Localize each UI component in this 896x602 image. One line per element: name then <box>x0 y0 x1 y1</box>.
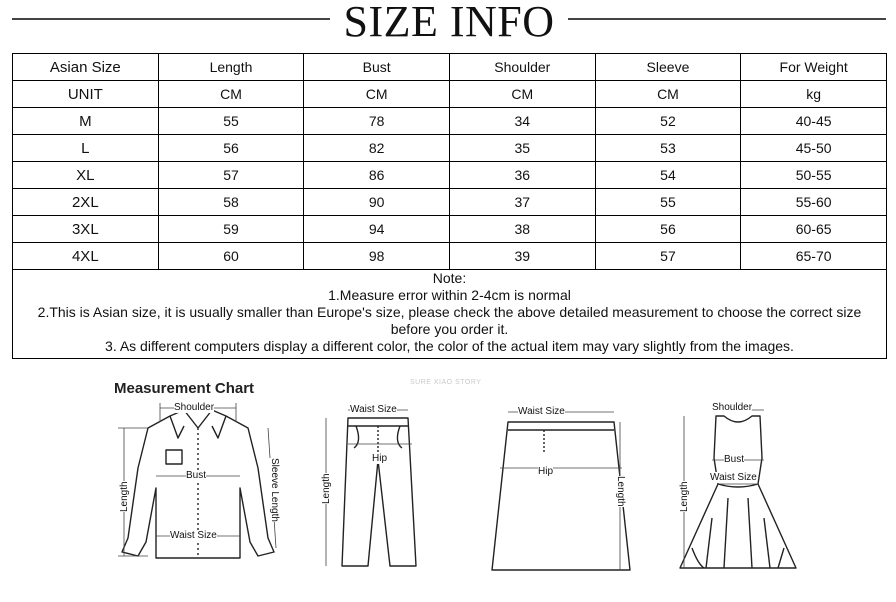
table-cell: 86 <box>304 162 450 189</box>
table-cell: XL <box>13 162 159 189</box>
shirt-drawing <box>108 398 288 588</box>
table-cell: Length <box>158 54 304 81</box>
table-cell: 40-45 <box>741 108 887 135</box>
table-cell: 60 <box>158 243 304 270</box>
table-cell: 36 <box>449 162 595 189</box>
table-row <box>13 216 887 243</box>
note-line-1: 1.Measure error within 2-4cm is normal <box>328 287 571 303</box>
table-cell: 45-50 <box>741 135 887 162</box>
title-rule-left <box>12 18 330 20</box>
table-cell: 90 <box>304 189 450 216</box>
table-cell: 53 <box>595 135 741 162</box>
table-cell: 55 <box>595 189 741 216</box>
table-cell: 57 <box>158 162 304 189</box>
shirt-bust-label: Bust <box>186 470 207 481</box>
table-cell: 34 <box>449 108 595 135</box>
table-cell: 94 <box>304 216 450 243</box>
pants-figure <box>312 398 422 588</box>
table-cell: 54 <box>595 162 741 189</box>
table-cell: Shoulder <box>449 54 595 81</box>
table-cell: M <box>13 108 159 135</box>
table-cell: 59 <box>158 216 304 243</box>
table-cell: 37 <box>449 189 595 216</box>
skirt-length-label: Length <box>615 476 626 507</box>
table-cell: 4XL <box>13 243 159 270</box>
table-cell: 50-55 <box>741 162 887 189</box>
table-cell: 55 <box>158 108 304 135</box>
table-cell: 52 <box>595 108 741 135</box>
table-cell: 98 <box>304 243 450 270</box>
table-cell: 56 <box>158 135 304 162</box>
table-cell: CM <box>304 81 450 108</box>
table-row <box>13 135 887 162</box>
table-cell: 65-70 <box>741 243 887 270</box>
table-row <box>13 162 887 189</box>
skirt-waist-label: Waist Size <box>518 406 565 417</box>
table-cell: Sleeve <box>595 54 741 81</box>
title-bar <box>0 0 896 48</box>
shirt-figure <box>108 398 288 588</box>
table-cell: kg <box>741 81 887 108</box>
table-cell: 55-60 <box>741 189 887 216</box>
table-cell: 78 <box>304 108 450 135</box>
table-row <box>13 108 887 135</box>
pants-length-label: Length <box>321 473 332 504</box>
table-cell: 2XL <box>13 189 159 216</box>
title-rule-right <box>568 18 886 20</box>
dress-figure <box>668 398 808 588</box>
skirt-figure <box>480 398 640 588</box>
pants-waist-label: Waist Size <box>350 404 397 415</box>
table-cell: Asian Size <box>13 54 159 81</box>
table-unit-row <box>13 81 887 108</box>
table-cell: 39 <box>449 243 595 270</box>
dress-length-label: Length <box>679 481 690 512</box>
table-cell: 58 <box>158 189 304 216</box>
dress-waist-label: Waist Size <box>710 472 757 483</box>
table-cell: 60-65 <box>741 216 887 243</box>
shirt-length-label: Length <box>119 481 130 512</box>
table-cell: UNIT <box>13 81 159 108</box>
table-cell: 56 <box>595 216 741 243</box>
shirt-waist-label: Waist Size <box>170 530 217 541</box>
skirt-hip-label: Hip <box>538 466 554 477</box>
dress-shoulder-label: Shoulder <box>712 402 753 413</box>
table-cell: CM <box>595 81 741 108</box>
size-table <box>12 53 887 270</box>
table-header-row <box>13 54 887 81</box>
pants-hip-label: Hip <box>372 453 388 464</box>
note-line-3: 3. As different computers display a different color, the color of the actual item may vary slightly from the images. <box>105 338 794 354</box>
table-cell: CM <box>449 81 595 108</box>
table-cell: For Weight <box>741 54 887 81</box>
table-row <box>13 189 887 216</box>
table-cell: 57 <box>595 243 741 270</box>
note-title: Note: <box>432 270 467 286</box>
table-cell: 82 <box>304 135 450 162</box>
page-title: SIZE INFO <box>343 0 555 46</box>
table-cell: CM <box>158 81 304 108</box>
table-cell: 3XL <box>13 216 159 243</box>
table-cell: 38 <box>449 216 595 243</box>
notes <box>12 269 887 359</box>
shirt-sleeve-label: Sleeve Length <box>269 458 280 522</box>
note-line-2: 2.This is Asian size, it is usually smaller than Europe's size, please check the above detailed measurement to choose the correct size <box>37 304 862 320</box>
measurement-chart-title: Measurement Chart <box>114 380 255 397</box>
watermark: SURE XIAO STORY <box>410 379 482 386</box>
note-line-2-cont: before you order it. <box>390 321 509 337</box>
table-cell: L <box>13 135 159 162</box>
table-cell: Bust <box>304 54 450 81</box>
dress-bust-label: Bust <box>724 454 745 465</box>
table-cell: 35 <box>449 135 595 162</box>
shirt-shoulder-label: Shoulder <box>174 402 215 413</box>
table-row <box>13 243 887 270</box>
